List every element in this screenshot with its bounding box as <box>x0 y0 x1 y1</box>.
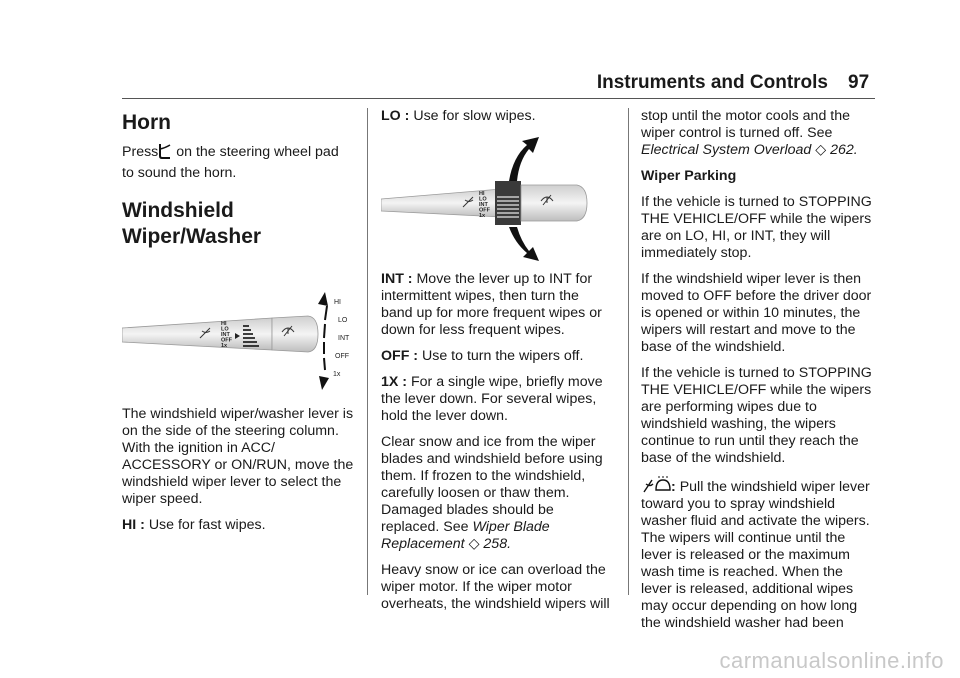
parking-paragraph-2: If the windshield wiper lever is then moved to OFF before the driver door is opened or within 10 minutes, the wipers will restart and move to the base of the windshield. <box>641 271 872 355</box>
horn-heading: Horn <box>122 111 171 134</box>
parking-paragraph-3: If the vehicle is turned to STOPPING THE VEHICLE/OFF while the wipers are performing wipes due to windshield washing, the wipers continue to run until they reach the base of the windshield. <box>641 365 872 466</box>
column-right <box>641 108 875 641</box>
arrow-up-icon <box>509 137 539 181</box>
band-label-1x: 1x <box>221 343 228 349</box>
position-labels <box>333 299 350 378</box>
label-off: OFF <box>335 353 349 360</box>
wiper-parking-heading: Wiper Parking <box>641 168 737 184</box>
continued-paragraph: stop until the motor cools and the wiper control is turned off. See Electrical System Overload ◇ 262. <box>641 108 858 158</box>
horn-paragraph: Press on the steering wheel pad to sound the horn. <box>122 144 339 181</box>
position-scale <box>324 306 327 370</box>
onex-paragraph: 1X : For a single wipe, briefly move the lever down. For several wipes, hold the lever down. <box>381 374 603 424</box>
band-label-hi: HI <box>221 321 227 327</box>
label-int: INT <box>338 335 350 342</box>
cross-reference-link[interactable]: Wiper Blade Replacement <box>381 519 550 552</box>
lo-paragraph: LO : Use for slow wipes. <box>381 108 536 124</box>
band-label-1x: 1x <box>479 213 486 219</box>
page-header <box>0 70 960 100</box>
band-label-lo: LO <box>479 196 487 203</box>
band-label-off: OFF <box>221 337 232 344</box>
off-paragraph: OFF : Use to turn the wipers off. <box>381 348 584 364</box>
wiper-washer-heading: Windshield Wiper/Washer <box>122 199 262 248</box>
section-title: Instruments and Controls <box>596 72 828 93</box>
clear-paragraph: Clear snow and ice from the wiper blades and windshield before using them. If frozen to the windshield, carefully loosen or thaw them. Damaged blades should be replaced. See Wiper Blade Replacement ◇ 258. <box>381 434 603 552</box>
hi-paragraph: HI : Use for fast wipes. <box>122 517 266 533</box>
header-rule <box>122 98 875 99</box>
lever-tip <box>272 316 318 352</box>
int-paragraph: INT : Move the lever up to INT for intermittent wipes, then turn the band up for more frequent wipes or down for less frequent wipes. <box>381 271 602 338</box>
washer-paragraph: : Pull the windshield wiper lever toward you to spray windshield washer fluid and activate the wipers. The wipers will continue until the lever is released or the maximum wash time is reached. When the lever is released, additional wipes may occur depending on how long the windshield washer had been <box>641 476 875 632</box>
wiper-band-diagram <box>381 135 613 265</box>
intro-paragraph: The windshield wiper/washer lever is on the side of the steering column. With the ignition in ACC/ ACCESSORY or ON/RUN, move the windshield wiper lever to select the wiper speed. <box>122 406 354 507</box>
column-middle <box>381 108 613 622</box>
arrow-down-icon <box>509 227 539 261</box>
watermark: carmanualsonline.info <box>719 648 944 673</box>
label-lo: LO <box>338 317 348 324</box>
column-divider <box>367 108 368 595</box>
band-label-lo: LO <box>221 326 229 333</box>
washer-icon <box>641 476 671 494</box>
column-divider <box>628 108 629 595</box>
lever-tip <box>521 185 587 221</box>
band-label-int: INT <box>221 332 230 338</box>
band-label-hi: HI <box>479 191 485 197</box>
arrow-up-icon <box>318 292 328 306</box>
page-reference: ◇ 262. <box>815 142 858 158</box>
band-label-off: OFF <box>479 207 490 214</box>
cross-reference-link[interactable]: Electrical System Overload <box>641 142 812 158</box>
label-1x: 1x <box>333 371 341 378</box>
horn-icon <box>158 143 172 159</box>
column-left <box>122 108 354 543</box>
page-reference: ◇ 258. <box>468 536 512 552</box>
wiper-lever-diagram <box>122 284 354 394</box>
page-number: 97 <box>848 72 870 93</box>
heavy-paragraph: Heavy snow or ice can overload the wiper motor. If the wiper motor overheats, the windshield wipers will <box>381 562 610 612</box>
parking-paragraph-1: If the vehicle is turned to STOPPING THE VEHICLE/OFF while the wipers are on LO, HI, or INT, they will immediately stop. <box>641 194 872 261</box>
arrow-down-icon <box>319 376 329 390</box>
label-hi: HI <box>334 299 341 306</box>
band-label-int: INT <box>479 202 488 208</box>
band-ring <box>495 181 521 225</box>
